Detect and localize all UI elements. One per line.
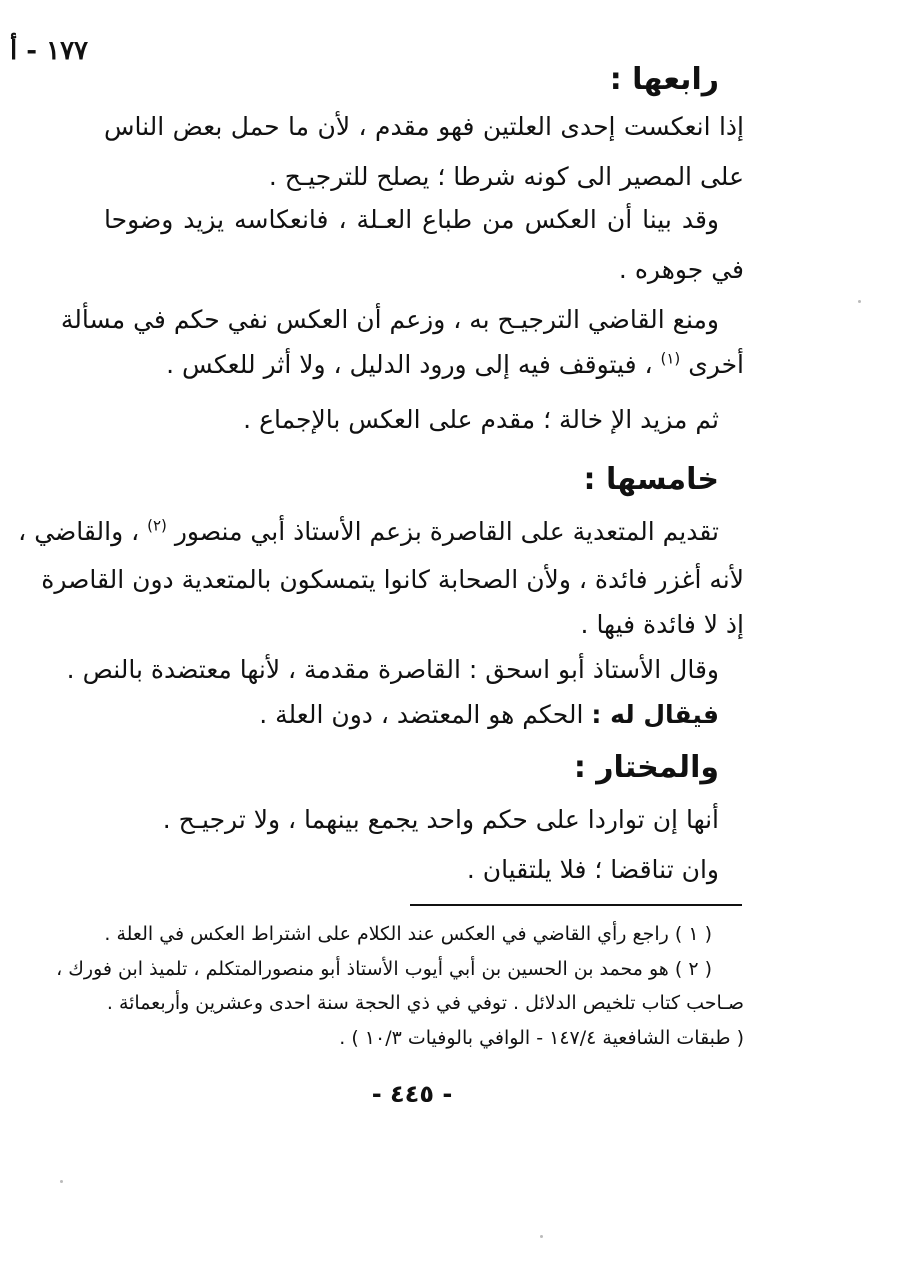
body-line: ثم مزيد الإ خالة ؛ مقدم على العكس بالإجماع .: [243, 405, 719, 434]
body-line: لأنه أغزر فائدة ، ولأن الصحابة كانوا يتمسكون بالمتعدية دون القاصرة: [41, 565, 744, 594]
body-line: إذ لا فائدة فيها .: [580, 610, 744, 639]
body-line: إذا انعكست إحدى العلتين فهو مقدم ، لأن ما حمل بعض الناس: [104, 112, 744, 141]
scan-speck: [60, 1180, 63, 1183]
footnote-ref: (٢): [147, 516, 167, 535]
body-line: ومنع القاضي الترجيـح به ، وزعم أن العكس نفي حكم في مسألة: [60, 305, 719, 334]
body-line: [166, 350, 744, 380]
footnote-2-line-2: صـاحب كتاب تلخيص الدلائل . توفي في ذي الحجة سنة احدى وعشرين وأربعمائة .: [106, 992, 744, 1014]
body-line: [18, 517, 719, 547]
body-line: وقال الأستاذ أبو اسحق : القاصرة مقدمة ، لأنها معتضدة بالنص .: [66, 655, 719, 684]
section-heading-fifth: خامسها :: [583, 462, 719, 497]
footnote-1: ( ١ ) راجع رأي القاضي في العكس عند الكلام على اشتراط العكس في العلة .: [104, 923, 712, 945]
scan-speck: [540, 1235, 543, 1238]
footnote-ref: (١): [660, 349, 681, 368]
scan-speck: [858, 300, 861, 303]
body-text: تقديم المتعدية على القاصرة بزعم الأستاذ أبي منصور: [174, 517, 719, 546]
body-text: ، فيتوقف فيه إلى ورود الدليل ، ولا أثر للعكس .: [166, 350, 653, 379]
body-line: وقد بينا أن العكس من طباع العـلة ، فانعكاسه يزيد وضوحا: [104, 205, 719, 234]
body-text: الحكم هو المعتضد ، دون العلة .: [259, 700, 584, 729]
body-line: وان تناقضا ؛ فلا يلتقيان .: [466, 855, 719, 884]
footnote-2-line-3: ( طبقات الشافعية ١٤٧/٤ - الوافي بالوفيات ١٠/٣ ) .: [339, 1027, 744, 1049]
page-number: - ٤٤٥ -: [371, 1080, 453, 1108]
section-heading-fourth: رابعها :: [609, 62, 719, 97]
body-text: ، والقاضي ،: [18, 517, 140, 546]
body-line: [259, 700, 719, 730]
body-text: أخرى: [688, 350, 744, 379]
body-line: أنها إن تواردا على حكم واحد يجمع بينهما ، ولا ترجيـح .: [162, 805, 719, 834]
manuscript-folio-marker: ١٧٧ - أ: [10, 36, 89, 66]
footnote-2-line-1: ( ٢ ) هو محمد بن الحسين بن أبي أيوب الأستاذ أبو منصورالمتكلم ، تلميذ ابن فورك ،: [56, 958, 712, 980]
body-line: على المصير الى كونه شرطا ؛ يصلح للترجيـح .: [268, 162, 744, 191]
footnote-divider: [410, 904, 742, 906]
reply-lead: فيقال له :: [591, 700, 719, 729]
body-line: في جوهره .: [618, 255, 744, 284]
section-heading-chosen: والمختار :: [573, 750, 719, 785]
